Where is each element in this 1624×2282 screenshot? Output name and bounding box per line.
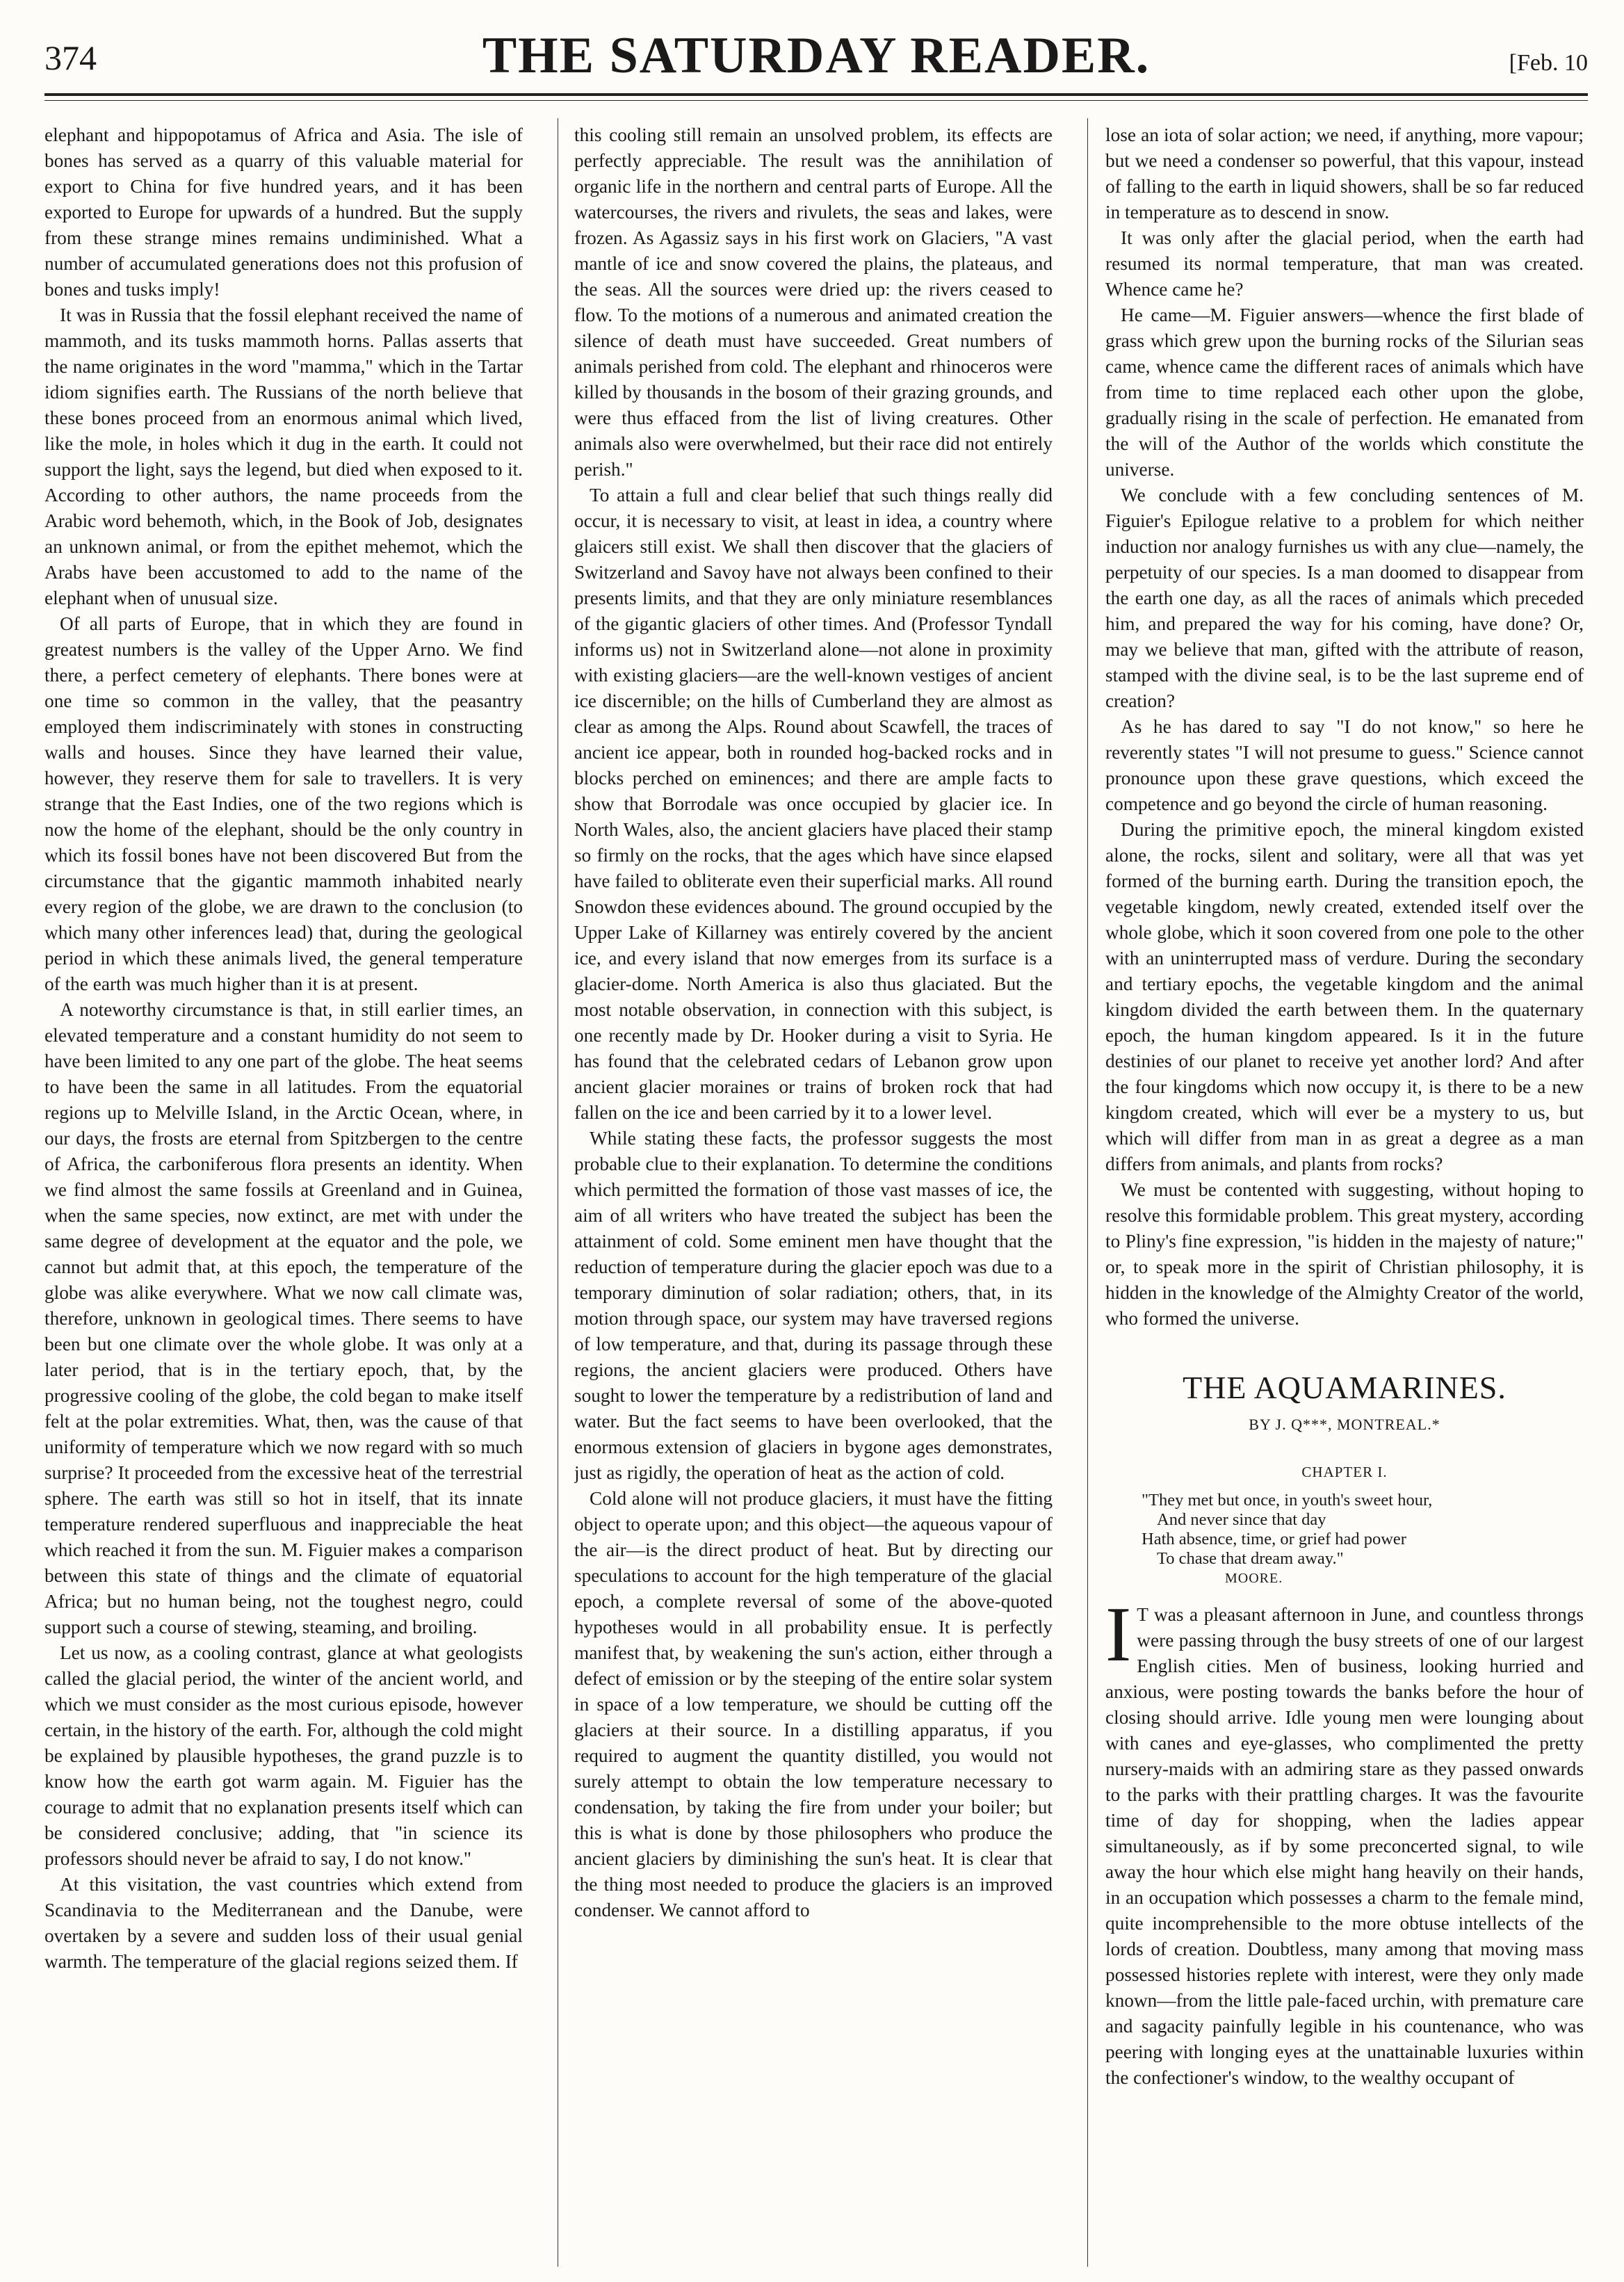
- paragraph: Cold alone will not produce glaciers, it must have the fitting object to operate upon; and this object—the aqueous vapour of the air—is the direct product of heat. But by directing our speculations to account for the high temperature of the glacial epoch, a complete reversal of some of the above-quoted hypotheses would in all probability ensue. It is perfectly manifest that, by weakening the sun's action, either through a defect of emission or by the steeping of the entire solar system in space of a low temperature, we should be cutting off the glaciers at their source. In a distilling apparatus, if you required to augment the quantity distilled, you would not surely attempt to obtain the low temperature necessary to condensation, by taking the fire from under your boiler; but this is what is done by those philosophers who produce the ancient glaciers by diminishing the sun's heat. It is clear that the thing most needed to produce the glaciers is an improved condenser. We cannot afford to: [574, 1488, 1053, 1920]
- drop-cap: I: [1105, 1592, 1132, 1678]
- paragraph: elephant and hippopotamus of Africa and Asia. The isle of bones has served as a quarry of this valuable material for export to China for five hundred years, and it has been exported to Europe for upwards of a hundred. But the supply from these strange mines remains undiminished. What a number of accumulated generations does not this profusion of bones and tusks imply!: [44, 124, 523, 300]
- paragraph: Let us now, as a cooling contrast, glance at what geologists called the glacial period, the winter of the ancient world, and which we must consider as the most curious episode, however certain, in the history of the earth. For, although the cold might be explained by plausible hypotheses, the grand puzzle is to know how the earth got warm again. M. Figuier has the courage to admit that no explanation presents itself which can be considered conclusive; adding, that "in science its professors should never be afraid to say, I do not know.": [44, 1642, 523, 1869]
- paragraph: this cooling still remain an unsolved problem, its effects are perfectly appreciable. The result was the annihilation of organic life in the northern and central parts of Europe. All the watercourses, the rivers and rivulets, the seas and lakes, were frozen. As Agassiz says in his first work on Glaciers, "A vast mantle of ice and snow covered the plains, the plateaus, and the seas. All the sources were dried up: the rivers ceased to flow. To the motions of a numerous and animated creation the silence of death must have succeeded. Great numbers of animals perished from cold. The elephant and rhinoceros were killed by thousands in the bosom of their grazing grounds, and were thus effaced from the list of living creatures. Other animals also were overwhelmed, but their race did not entirely perish.": [574, 124, 1053, 480]
- article-title: THE AQUAMARINES.: [1183, 1370, 1507, 1405]
- paragraph: We conclude with a few concluding sentences of M. Figuier's Epilogue relative to a problem for which neither induction nor analogy furnishes us with any clue—namely, the perpetuity of our species. Is a man doomed to disappear from the earth one day, as all the races of animals which preceded him, and prepared the way for his coming, have done? Or, may we believe that man, gifted with the attribute of reason, stamped with the divine seal, is to be the last supreme end of creation?: [1105, 485, 1584, 711]
- epigraph-line: To chase that dream away.": [1157, 1549, 1344, 1568]
- epigraph-line: "They met but once, in youth's sweet hour,: [1142, 1491, 1433, 1510]
- opening-text: T was a pleasant afternoon in June, and countless throngs were passing through the busy streets of one of our largest English cities. Men of business, looking hurried and anxious, were posting towards the banks before the hour of closing should arrive. Idle young men were lounging about with canes and eye-glasses, who complimented the pretty nursery-maids with an admiring stare as they passed onwards to the parks with their prattling charges. It was the favourite time of day for shopping, when the ladies appear simultaneously, as if by some preconcerted signal, to wile away the hour which else might hang heavily on their hands, in an occupation which possesses a charm to the female mind, quite incomprehensible to the more obtuse intellects of the lords of creation. Doubtless, many among that moving mass possessed histories replete with interest, were they only made known—from the little pale-faced urchin, with premature care and sagacity painfully legible in his countenance, who was peering with longing eyes at the unattainable luxuries within the confectioner's window, to the wealthy occupant of: [1105, 1604, 1584, 2088]
- paragraph: He came—M. Figuier answers—whence the first blade of grass which grew upon the burning rocks of the Silurian seas came, whence came the different races of animals which have from time to time replaced each other upon the globe, gradually rising in the scale of perfection. He emanated from the will of the Author of the worlds which constitute the universe.: [1105, 305, 1584, 480]
- epigraph-author: MOORE.: [1225, 1571, 1283, 1586]
- paragraph: As he has dared to say "I do not know," so here he reverently states "I will not presume to guess." Science cannot pronounce upon these grave questions, which exceed the competence and go beyond the circle of human reasoning.: [1105, 716, 1584, 814]
- issue-date: [Feb. 10: [1509, 50, 1588, 76]
- paragraph: We must be contented with suggesting, without hoping to resolve this formidable problem. This great mystery, according to Pliny's fine expression, "is hidden in the majesty of nature;" or, to speak more in the spirit of Christian philosophy, it is hidden in the knowledge of the Almighty Creator of the world, who formed the universe.: [1105, 1179, 1584, 1329]
- paragraph: It was only after the glacial period, when the earth had resumed its normal temperature, that man was created. Whence came he?: [1105, 227, 1584, 300]
- column-left: [44, 122, 523, 2264]
- paragraph: A noteworthy circumstance is that, in still earlier times, an elevated temperature and a constant humidity do not seem to have been limited to any one part of the globe. The heat seems to have been the same in all latitudes. From the equatorial regions up to Melville Island, in the Arctic Ocean, where, in our days, the frosts are eternal from Spitzbergen to the centre of Africa, the carboniferous flora presents an identity. When we find almost the same fossils at Greenland and in Guinea, when the same species, now extinct, are met with under the same degree of development at the equator and the pole, we cannot but admit that, at this epoch, the temperature of the globe was alike everywhere. What we now call climate was, therefore, unknown in geological times. There seems to have been but one climate over the whole globe. It was only at a later period, that is in the tertiary epoch, that, by the progressive cooling of the globe, the cold began to make itself felt at the polar extremities. What, then, was the cause of that uniformity of temperature which we now regard with so much surprise? It proceeded from the excessive heat of the terrestrial sphere. The earth was still so hot in itself, that its innate temperature rendered superfluous and inappreciable the heat which reached it from the sun. M. Figuier makes a comparison between this state of things and the climate of equatorial Africa; but no human being, not the toughest negro, could support such a course of stewing, steaming, and broiling.: [44, 999, 523, 1637]
- paragraph: To attain a full and clear belief that such things really did occur, it is necessary to visit, at least in idea, a country where glaicers still exist. We shall then discover that the glaciers of Switzerland and Savoy have not always been confined to their presents limits, and that they are only miniature resemblances of the gigantic glaciers of other times. And (Professor Tyndall informs us) not in Switzerland alone—not alone in proximity with existing glaciers—are the well-known vestiges of ancient ice discernible; on the hills of Cumberland they are almost as clear as among the Alps. Round about Scawfell, the traces of ancient ice appear, both in rounded hog-backed rocks and in blocks perched on eminences; and there are ample facts to show that Borrodale was once occupied by glacier ice. In North Wales, also, the ancient glaciers have placed their stamp so firmly on the rocks, that the ages which have since elapsed have failed to obliterate even their superficial marks. All round Snowdon these evidences abound. The ground occupied by the Upper Lake of Killarney was entirely covered by the ancient ice, and every island that now emerges from its surface is a glacier-dome. North America is also thus glaciated. But the most notable observation, in connection with this subject, is one recently made by Dr. Hooker during a visit to Syria. He has found that the celebrated cedars of Lebanon grow upon ancient glacier moraines or trains of broken rock that had fallen on the ice and been carried by it to a lower level.: [574, 485, 1053, 1123]
- page-header: [44, 22, 1588, 85]
- opening-paragraph: [1105, 1592, 1584, 2091]
- paragraph: It was in Russia that the fossil elephant received the name of mammoth, and its tusks mammoth horns. Pallas asserts that the name originates in the word "mamma," which in the Tartar idiom signifies earth. The Russians of the north believe that these bones proceed from an enormous animal which lived, like the mole, in holes which it dug in the earth. It could not support the light, says the legend, but died when exposed to it. According to other authors, the name proceeds from the Arabic word behemoth, which, in the Book of Job, designates an unknown animal, or from the epithet mehemot, which the Arabs have been accustomed to add to the name of the elephant when of unusual size.: [44, 305, 523, 608]
- column-right: [1105, 122, 1584, 2264]
- page-number: 374: [44, 38, 97, 77]
- column-divider: [1087, 118, 1088, 2267]
- publication-title: THE SATURDAY READER.: [482, 27, 1151, 84]
- chapter-heading: CHAPTER I.: [1301, 1464, 1388, 1480]
- paragraph: While stating these facts, the professor suggests the most probable clue to their explanation. To determine the conditions which permitted the formation of those vast masses of ice, the aim of all writers who have treated the subject has been the attainment of cold. Some eminent men have thought that the reduction of temperature during the glacier epoch was due to a temporary diminution of solar radiation; others, that, in its motion through space, our system may have traversed regions of low temperature, and that, during its passage through these regions, the ancient glaciers were produced. Others have sought to lower the temperature by a redistribution of land and water. But the fact seems to have been overlooked, that the enormous extension of glaciers in bygone ages demonstrates, just as rigidly, the operation of heat as the action of cold.: [574, 1128, 1053, 1483]
- paragraph: lose an iota of solar action; we need, if anything, more vapour; but we need a condenser so powerful, that this vapour, instead of falling to the earth in liquid showers, shall be so far reduced in temperature as to descend in snow.: [1105, 124, 1584, 222]
- epigraph-line: And never since that day: [1157, 1510, 1326, 1529]
- column-middle: [574, 122, 1053, 2264]
- epigraph: [1105, 1491, 1584, 1588]
- epigraph-line: Hath absence, time, or grief had power: [1142, 1530, 1406, 1548]
- paragraph: During the primitive epoch, the mineral kingdom existed alone, the rocks, silent and solitary, were all that was yet formed of the burning earth. During the transition epoch, the vegetable kingdom, newly created, extended itself over the whole globe, which it soon covered from one pole to the other with an uninterrupted mass of verdure. During the secondary and tertiary epochs, the vegetable kingdom and the animal kingdom divided the earth between them. In the quaternary epoch, the human kingdom appeared. Is it in the future destinies of our planet to receive yet another lord? And after the four kingdoms which now occupy it, is there to be a new kingdom created, which will ever be a mystery to us, but which will differ from man in as great a degree as a man differs from animals, and plants from rocks?: [1105, 819, 1584, 1174]
- header-rule-thin: [44, 100, 1588, 101]
- paragraph: Of all parts of Europe, that in which they are found in greatest numbers is the valley of the Upper Arno. We find there, a perfect cemetery of elephants. There bones were at one time so common in the valley, that the peasantry employed them indiscriminately with stones in constructing walls and houses. Since they have learned their value, however, they reserve them for sale to travellers. It is very strange that the East Indies, one of the two regions which is now the home of the elephant, should be the only country in which its fossil bones have not been discovered But from the circumstance that the gigantic mammoth inhabited nearly every region of the globe, we are drawn to the conclusion (to which many other inferences lead) that, during the geological period in which these animals lived, the general temperature of the earth was much higher than it is at present.: [44, 613, 523, 994]
- article-byline: BY J. Q***, MONTREAL.*: [1249, 1416, 1440, 1433]
- paragraph: At this visitation, the vast countries which extend from Scandinavia to the Mediterranean and the Danube, were overtaken by a severe and sudden loss of their usual genial warmth. The temperature of the glacial regions seized them. If: [44, 1874, 523, 1972]
- header-rule: [44, 93, 1588, 96]
